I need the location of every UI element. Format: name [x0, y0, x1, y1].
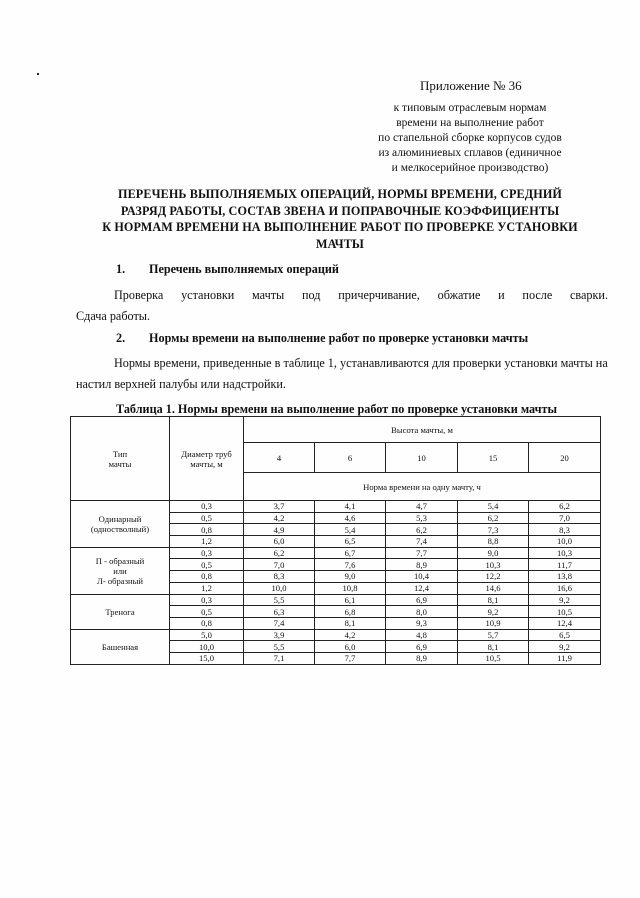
norm-value-cell: 12,4	[386, 582, 458, 594]
diameter-cell: 10,0	[170, 641, 244, 653]
table-row	[71, 629, 601, 641]
diameter-cell: 0,8	[170, 617, 244, 629]
norm-value-cell: 6,1	[315, 594, 386, 606]
scan-speck	[37, 73, 39, 75]
header-height-value: 4	[244, 443, 315, 473]
norm-value-cell: 6,9	[386, 594, 458, 606]
norm-value-cell: 4,6	[315, 512, 386, 524]
norm-value-cell: 7,7	[315, 652, 386, 664]
norm-value-cell: 5,3	[386, 512, 458, 524]
mast-type-cell: П - образный или Л- образный	[71, 547, 170, 594]
norm-value-cell: 6,2	[244, 547, 315, 559]
table-row	[71, 594, 601, 606]
norm-value-cell: 10,3	[529, 547, 601, 559]
header-height-value: 15	[458, 443, 529, 473]
norm-value-cell: 6,5	[315, 536, 386, 548]
norm-value-cell: 8,9	[386, 559, 458, 571]
mast-type-cell: Башенная	[71, 629, 170, 664]
norm-value-cell: 7,7	[386, 547, 458, 559]
document-title-line: МАЧТЫ	[316, 236, 364, 251]
norm-value-cell: 10,5	[458, 652, 529, 664]
header-height-value: 6	[315, 443, 386, 473]
norm-value-cell: 6,2	[458, 512, 529, 524]
mast-type-cell: Тренога	[71, 594, 170, 629]
appendix-subtitle-line: и мелкосерийное производство)	[391, 162, 549, 174]
header-height-value: 10	[386, 443, 458, 473]
norm-value-cell: 3,9	[244, 629, 315, 641]
document-title-line: К НОРМАМ ВРЕМЕНИ НА ВЫПОЛНЕНИЕ РАБОТ ПО ПРОВЕРКЕ УСТАНОВКИ	[102, 220, 578, 234]
diameter-cell: 0,5	[170, 559, 244, 571]
table-row	[71, 547, 601, 559]
section-title: Перечень выполняемых операций	[149, 262, 339, 276]
norm-value-cell: 9,0	[458, 547, 529, 559]
norm-value-cell: 10,9	[458, 617, 529, 629]
norm-value-cell: 4,8	[386, 629, 458, 641]
header-norm: Норма времени на одну мачту, ч	[244, 473, 601, 501]
norm-value-cell: 4,9	[244, 524, 315, 536]
norm-value-cell: 10,0	[244, 582, 315, 594]
appendix-subtitle	[330, 101, 610, 176]
document-title	[60, 186, 620, 252]
norm-value-cell: 7,0	[529, 512, 601, 524]
section-number: 2.	[116, 331, 126, 345]
norm-value-cell: 6,2	[386, 524, 458, 536]
appendix-subtitle-line: из алюминиевых сплавов (единичное	[378, 147, 562, 159]
norm-value-cell: 9,2	[529, 594, 601, 606]
diameter-cell: 0,5	[170, 512, 244, 524]
norm-value-cell: 5,5	[244, 641, 315, 653]
norm-value-cell: 6,7	[315, 547, 386, 559]
diameter-cell: 5,0	[170, 629, 244, 641]
norm-value-cell: 6,0	[315, 641, 386, 653]
diameter-cell: 0,8	[170, 524, 244, 536]
norm-value-cell: 4,2	[244, 512, 315, 524]
norm-value-cell: 5,4	[458, 501, 529, 513]
norm-value-cell: 4,2	[315, 629, 386, 641]
norm-value-cell: 5,4	[315, 524, 386, 536]
diameter-cell: 1,2	[170, 582, 244, 594]
paragraph-line: Сдача работы.	[76, 309, 151, 323]
appendix-subtitle-line: времени на выполнение работ	[396, 117, 544, 129]
norm-value-cell: 11,9	[529, 652, 601, 664]
norm-value-cell: 8,1	[458, 594, 529, 606]
header-type: Тип мачты	[71, 417, 170, 501]
norm-value-cell: 3,7	[244, 501, 315, 513]
appendix-subtitle-line: по стапельной сборке корпусов судов	[378, 132, 562, 144]
header-diameter: Диаметр труб мачты, м	[170, 417, 244, 501]
norm-value-cell: 7,4	[244, 617, 315, 629]
norm-value-cell: 7,3	[458, 524, 529, 536]
norm-value-cell: 6,3	[244, 606, 315, 618]
table-row	[71, 501, 601, 513]
norm-value-cell: 9,0	[315, 571, 386, 583]
diameter-cell: 15,0	[170, 652, 244, 664]
diameter-cell: 0,3	[170, 594, 244, 606]
header-height: Высота мачты, м	[244, 417, 601, 443]
norm-value-cell: 10,4	[386, 571, 458, 583]
norm-value-cell: 6,9	[386, 641, 458, 653]
norm-value-cell: 10,5	[529, 606, 601, 618]
diameter-cell: 0,3	[170, 501, 244, 513]
norm-value-cell: 10,0	[529, 536, 601, 548]
norm-value-cell: 12,2	[458, 571, 529, 583]
norms-table	[70, 416, 601, 665]
diameter-cell: 0,5	[170, 606, 244, 618]
norm-value-cell: 9,2	[529, 641, 601, 653]
section-1-text	[76, 285, 608, 327]
norm-value-cell: 7,1	[244, 652, 315, 664]
norm-value-cell: 6,5	[529, 629, 601, 641]
norm-value-cell: 6,2	[529, 501, 601, 513]
section-2-text: Нормы времени, приведенные в таблице 1, устанавливаются для проверки установки мачты на настил верхней палубы или надстройки.	[76, 356, 608, 391]
header-height-value: 20	[529, 443, 601, 473]
section-number: 1.	[116, 262, 126, 276]
norm-value-cell: 8,1	[458, 641, 529, 653]
diameter-cell: 0,8	[170, 571, 244, 583]
norm-value-cell: 10,3	[458, 559, 529, 571]
section-title: Нормы времени на выполнение работ по проверке установки мачты	[149, 331, 529, 345]
norm-value-cell: 10,8	[315, 582, 386, 594]
norm-value-cell: 8,1	[315, 617, 386, 629]
norm-value-cell: 16,6	[529, 582, 601, 594]
table-caption: Таблица 1. Нормы времени на выполнение работ по проверке установки мачты	[116, 402, 558, 416]
appendix-title: Приложение № 36	[420, 78, 522, 93]
norm-value-cell: 7,6	[315, 559, 386, 571]
norm-value-cell: 9,3	[386, 617, 458, 629]
norm-value-cell: 4,7	[386, 501, 458, 513]
norm-value-cell: 9,2	[458, 606, 529, 618]
norm-value-cell: 6,0	[244, 536, 315, 548]
norm-value-cell: 13,8	[529, 571, 601, 583]
norm-value-cell: 8,8	[458, 536, 529, 548]
norm-value-cell: 5,5	[244, 594, 315, 606]
norm-value-cell: 7,0	[244, 559, 315, 571]
norm-value-cell: 4,1	[315, 501, 386, 513]
norm-value-cell: 8,9	[386, 652, 458, 664]
norm-value-cell: 12,4	[529, 617, 601, 629]
norm-value-cell: 8,3	[529, 524, 601, 536]
appendix-subtitle-line: к типовым отраслевым нормам	[393, 102, 547, 114]
diameter-cell: 0,3	[170, 547, 244, 559]
document-title-line: РАЗРЯД РАБОТЫ, СОСТАВ ЗВЕНА И ПОПРАВОЧНЫЕ КОЭФФИЦИЕНТЫ	[120, 203, 560, 218]
norm-value-cell: 8,3	[244, 571, 315, 583]
norm-value-cell: 8,0	[386, 606, 458, 618]
norm-value-cell: 14,6	[458, 582, 529, 594]
norm-value-cell: 11,7	[529, 559, 601, 571]
document-title-line: ПЕРЕЧЕНЬ ВЫПОЛНЯЕМЫХ ОПЕРАЦИЙ, НОРМЫ ВРЕМЕНИ, СРЕДНИЙ	[118, 187, 562, 201]
diameter-cell: 1,2	[170, 536, 244, 548]
norm-value-cell: 5,7	[458, 629, 529, 641]
norm-value-cell: 6,8	[315, 606, 386, 618]
norm-value-cell: 7,4	[386, 536, 458, 548]
mast-type-cell: Одинарный (одностволный)	[71, 501, 170, 548]
paragraph-line: Проверка установки мачты под причерчивание, обжатие и после сварки.	[114, 288, 608, 302]
